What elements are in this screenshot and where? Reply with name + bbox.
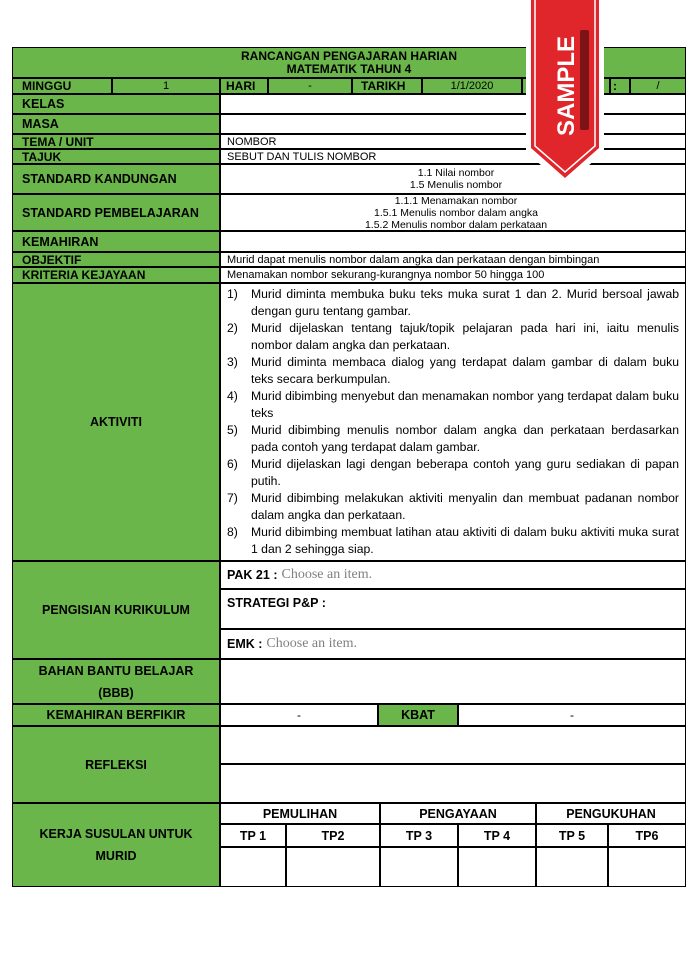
kriteria-value[interactable]: Menamakan nombor sekurang-kurangnya nombor 50 hingga 100 xyxy=(220,267,686,283)
objektif-value[interactable]: Murid dapat menulis nombor dalam angka dan perkataan dengan bimbingan xyxy=(220,252,686,267)
tarikh-label: TARIKH xyxy=(352,78,422,94)
sample-watermark xyxy=(522,0,608,188)
masa-label: MASA xyxy=(12,114,220,134)
tp-header: TP 4 xyxy=(458,824,536,847)
pak21-label: PAK 21 : xyxy=(227,568,278,582)
kemahiran-field[interactable] xyxy=(220,231,686,252)
refleksi-field-1[interactable] xyxy=(220,726,686,764)
tp-header: TP 3 xyxy=(380,824,458,847)
tema-label: TEMA / UNIT xyxy=(12,134,220,149)
sk-label: STANDARD KANDUNGAN xyxy=(12,164,220,194)
aktiviti-item xyxy=(227,388,679,422)
susulan-label xyxy=(12,803,220,887)
kbat-label: KBAT xyxy=(378,704,458,726)
kriteria-label: KRITERIA KEJAYAAN xyxy=(12,267,220,283)
pak21-dropdown[interactable]: Choose an item. xyxy=(281,567,373,582)
sp-value-2: 1.5.1 Menulis nombor dalam angka xyxy=(373,206,538,219)
strategi-field[interactable] xyxy=(220,589,686,629)
aktiviti-num: 5) xyxy=(227,423,238,437)
objektif-label: OBJEKTIF xyxy=(12,252,220,267)
susulan-label-line-2: MURID xyxy=(95,849,137,863)
aktiviti-text: Murid diminta membaca dialog yang terdapat dalam gambar di dalam buku teks secara berkumpulan. xyxy=(251,355,679,386)
sp-label: STANDARD PEMBELAJARAN xyxy=(12,194,220,231)
tp-header: TP6 xyxy=(608,824,686,847)
tp-cell[interactable] xyxy=(220,847,286,887)
tp-header: TP2 xyxy=(286,824,380,847)
aktiviti-text: Murid diminta membuka buku teks muka surat 1 dan 2. Murid bersoal jawab dengan guru tentang gambar. xyxy=(251,287,679,318)
tajuk-label: TAJUK xyxy=(12,149,220,164)
strategi-label: STRATEGI P&P : xyxy=(227,596,326,610)
aktiviti-text: Murid dibimbing menulis nombor dalam angka dan perkataan berdasarkan pada contoh yang terdapat dalam gambar. xyxy=(251,423,679,454)
bbb-label xyxy=(12,659,220,704)
minggu-value[interactable]: 1 xyxy=(112,78,220,94)
aktiviti-num: 1) xyxy=(227,287,238,301)
berfikir-value[interactable]: - xyxy=(220,704,378,726)
ribbon-tag xyxy=(580,30,589,130)
aktiviti-num: 3) xyxy=(227,355,238,369)
tema-value[interactable]: NOMBOR xyxy=(220,134,686,149)
aktiviti-item xyxy=(227,490,679,524)
aktiviti-item xyxy=(227,286,679,320)
kelas-label: KELAS xyxy=(12,94,220,114)
aktiviti-text: Murid dibimbing melakukan aktiviti menyalin dan membuat padanan nombor dalam angka dan perkataan. xyxy=(251,491,679,522)
susulan-label-line-1: KERJA SUSULAN UNTUK xyxy=(39,827,193,841)
refleksi-field-2[interactable] xyxy=(220,764,686,803)
masa-separator: : xyxy=(610,78,630,94)
bbb-label-line-1: BAHAN BANTU BELAJAR xyxy=(38,663,194,678)
masa-value[interactable]: / xyxy=(630,78,686,94)
aktiviti-num: 4) xyxy=(227,389,238,403)
title-line-1: RANCANGAN PENGAJARAN HARIAN xyxy=(240,48,457,63)
group-pengayaan: PENGAYAAN xyxy=(380,803,536,824)
sk-values[interactable] xyxy=(220,164,686,194)
aktiviti-label: AKTIVITI xyxy=(12,283,220,561)
tp-cell[interactable] xyxy=(380,847,458,887)
berfikir-label: KEMAHIRAN BERFIKIR xyxy=(12,704,220,726)
refleksi-label: REFLEKSI xyxy=(12,726,220,803)
tp-cell[interactable] xyxy=(458,847,536,887)
tp-cell[interactable] xyxy=(286,847,380,887)
aktiviti-text: Murid dibimbing membuat latihan atau aktiviti di dalam buku aktiviti muka surat 1 dan 2 sehingga siap. xyxy=(251,525,679,556)
aktiviti-text: Murid dijelaskan lagi dengan beberapa contoh yang guru sediakan di papan putih. xyxy=(251,457,679,488)
kbat-value[interactable]: - xyxy=(458,704,686,726)
aktiviti-item xyxy=(227,422,679,456)
masa-field[interactable] xyxy=(220,114,686,134)
aktiviti-num: 2) xyxy=(227,321,238,335)
tp-header: TP 1 xyxy=(220,824,286,847)
minggu-label: MINGGU xyxy=(12,78,112,94)
bbb-field[interactable] xyxy=(220,659,686,704)
aktiviti-list[interactable] xyxy=(220,283,686,561)
aktiviti-num: 8) xyxy=(227,525,238,539)
kelas-field[interactable] xyxy=(220,94,686,114)
sk-value-1: 1.1 Nilai nombor xyxy=(417,167,495,179)
tp-cell[interactable] xyxy=(608,847,686,887)
sample-text: SAMPLE xyxy=(553,35,580,136)
sp-value-1: 1.1.1 Menamakan nombor xyxy=(394,194,518,207)
aktiviti-num: 6) xyxy=(227,457,238,471)
aktiviti-num: 7) xyxy=(227,491,238,505)
group-pemulihan: PEMULIHAN xyxy=(220,803,380,824)
emk-dropdown[interactable]: Choose an item. xyxy=(266,636,358,651)
kemahiran-label: KEMAHIRAN xyxy=(12,231,220,252)
sk-value-2: 1.5 Menulis nombor xyxy=(409,179,503,191)
aktiviti-item xyxy=(227,320,679,354)
group-pengukuhan: PENGUKUHAN xyxy=(536,803,686,824)
sp-value-3: 1.5.2 Menulis nombor dalam perkataan xyxy=(364,218,548,231)
pak21-field[interactable] xyxy=(220,561,686,589)
emk-field[interactable] xyxy=(220,629,686,659)
bbb-label-line-2: (BBB) xyxy=(98,685,134,700)
tarikh-value[interactable]: 1/1/2020 xyxy=(422,78,522,94)
aktiviti-text: Murid dijelaskan tentang tajuk/topik pelajaran pada hari ini, iaitu menulis nombor dalam angka dan perkataan. xyxy=(251,321,679,352)
aktiviti-item xyxy=(227,354,679,388)
aktiviti-text: Murid dibimbing menyebut dan menamakan nombor yang terdapat dalam buku teks xyxy=(251,389,679,420)
tp-header: TP 5 xyxy=(536,824,608,847)
tp-cell[interactable] xyxy=(536,847,608,887)
tajuk-value[interactable]: SEBUT DAN TULIS NOMBOR xyxy=(220,149,686,164)
pengisian-label: PENGISIAN KURIKULUM xyxy=(12,561,220,659)
aktiviti-item xyxy=(227,524,679,558)
title-line-2: MATEMATIK TAHUN 4 xyxy=(286,61,412,76)
emk-label: EMK : xyxy=(227,637,263,651)
sp-values[interactable] xyxy=(220,194,686,231)
hari-label: HARI xyxy=(220,78,268,94)
hari-value[interactable]: - xyxy=(268,78,352,94)
aktiviti-item xyxy=(227,456,679,490)
